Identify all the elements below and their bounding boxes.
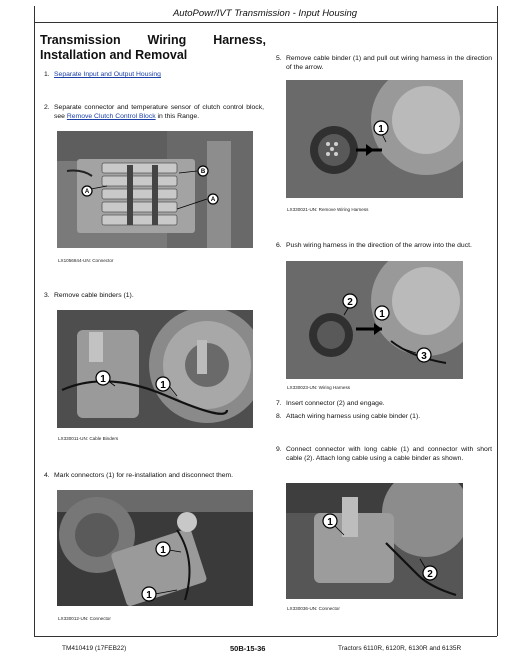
caption-img6: LX330036-UN: Connector (287, 606, 340, 611)
caption-img1: LX1056844-UN: Connector (58, 258, 114, 263)
callout-1-img4: 1 (378, 124, 384, 135)
footer-models: Tractors 6110R, 6120R, 6130R and 6135R (338, 645, 462, 652)
callout-1-img5: 1 (379, 309, 385, 320)
page-header: AutoPowr/IVT Transmission - Input Housing (172, 8, 358, 19)
caption-img2: LX330011-UN: Cable Binders (58, 436, 119, 441)
callout-1-img3a: 1 (160, 545, 166, 556)
callout-a-1: A (84, 189, 90, 195)
callout-1-img6: 1 (327, 517, 333, 528)
callout-2-img5: 2 (347, 297, 353, 308)
step-9: 9. Connect connector with long cable (1) and connector with short cable (2). Attach long cable using a cable binder as shown. (276, 446, 492, 462)
link-remove-clutch-control-block[interactable]: Remove Clutch Control Block (66, 112, 156, 120)
callout-2-img6: 2 (427, 569, 433, 580)
callout-b-1: B (200, 169, 206, 175)
footer-rule (34, 636, 497, 637)
photo-connectors (57, 490, 253, 606)
callout-1-img2b: 1 (160, 380, 166, 391)
photo-connector-long-short-cable (286, 483, 463, 599)
caption-img4: LX330021-UN: Remove Wiring Harness (287, 207, 369, 212)
callout-a-2: A (210, 197, 216, 203)
photo-remove-wiring-harness (286, 80, 463, 198)
photo-cable-binders (57, 310, 253, 428)
photo-wiring-harness (286, 261, 463, 379)
step-5: 5. Remove cable binder (1) and pull out wiring harness in the direction of the arrow. (276, 55, 492, 71)
photo-clutch-control-block (57, 131, 253, 248)
callout-3-img5: 3 (421, 351, 427, 362)
footer-page-number: 50B-15-36 (230, 644, 266, 653)
caption-img3: LX330012-UN: Connector (58, 616, 111, 621)
footer-tm-code: TM410419 (17FEB22) (62, 645, 127, 652)
header-rule (34, 22, 497, 23)
caption-img5: LX330023-UN: Wiring Harness (287, 385, 351, 390)
section-title: Transmission Wiring Harness, Installation and Removal (40, 33, 266, 62)
link-separate-housing[interactable]: Separate Input and Output Housing (54, 71, 161, 78)
step-2: 2. Separate connector and temperature sensor of clutch control block, see Remove Clutch Control Block in this Range. (44, 104, 264, 120)
callout-1-img2a: 1 (100, 374, 106, 385)
callout-1-img3b: 1 (146, 590, 152, 601)
